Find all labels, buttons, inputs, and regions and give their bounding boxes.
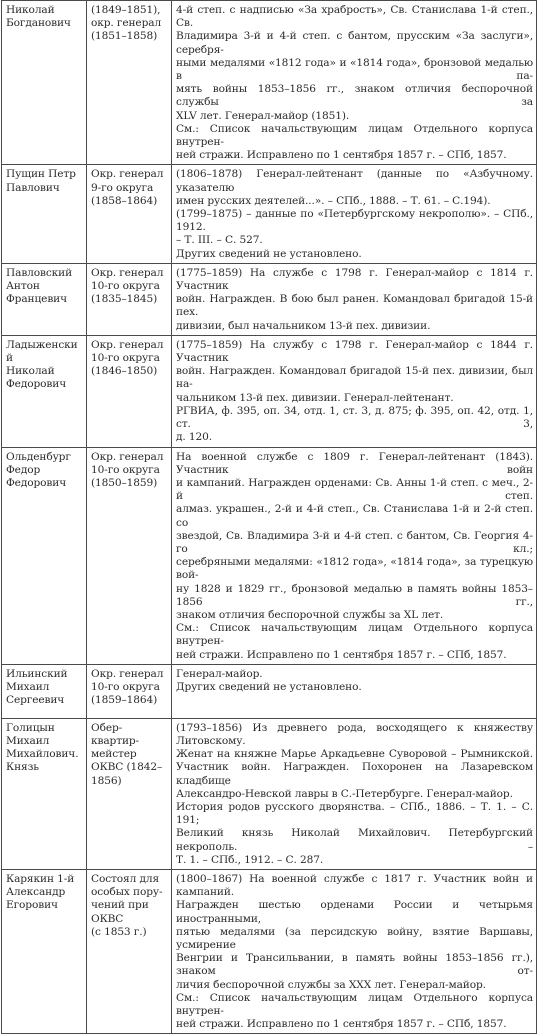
person-name-line: Николай (6, 4, 55, 16)
biography-line: Участник войн. Награжден. Похоронен на Лазаревском кладбище (176, 761, 533, 787)
person-name-line: Антон (6, 280, 40, 293)
service-period-line: Окр. генерал (91, 338, 164, 351)
service-period-line: Состоял для (91, 872, 160, 885)
service-period-line: 10-го округа (91, 352, 160, 365)
service-period-line: особых пору- (91, 886, 163, 899)
table-row (2, 664, 537, 718)
service-period-line: Окр. генерал (91, 667, 164, 680)
records-table-body (2, 1, 537, 1034)
biography-line: ней стражи. Исправлено по 1 сентября 1857 г. – СПб, 1857. (176, 149, 507, 162)
table-row (2, 165, 537, 263)
biography-line: серебряными медалями: «1812 года», «1814 года», за турецкую вой- (176, 556, 533, 582)
biography-line: – Т. III. – С. 527. (176, 234, 263, 247)
person-name-line: Карякин 1-й (6, 872, 75, 885)
biography-line: звездой, Св. Владимира 3-й и 4-й степ. с бантом, Св. Георгия 4-го кл.; (176, 529, 533, 555)
service-period-line: (1859–1864) (91, 694, 158, 707)
table-row (2, 1, 537, 165)
service-period-line: 10-го округа (91, 280, 160, 293)
service-period-cell (87, 447, 172, 664)
biography-line: Других сведений не установлено. (176, 680, 362, 693)
biography-line: Т. 1. – СПб., 1912. – С. 287. (176, 853, 324, 866)
biography-cell (172, 1, 537, 165)
table-row (2, 335, 537, 447)
biography-cell (172, 335, 537, 447)
person-name-line: Ольденбург (6, 450, 71, 463)
table-row (2, 718, 537, 869)
person-name-line: Ладыженский (6, 338, 78, 365)
service-period-line: мейстер (91, 748, 137, 761)
biography-line: чальником 13-й пех. дивизии. Генерал-лейтенант. (176, 391, 454, 404)
service-period-line: Обер-квартир- (91, 721, 140, 747)
table-row (2, 447, 537, 664)
service-period-cell (87, 263, 172, 335)
person-name-line: Федорович (6, 476, 67, 489)
biography-line: (1793–1856) Из древнего рода, восходящего к княжеству Литовскому. (176, 721, 533, 747)
service-period-line: Окр. генерал (91, 168, 164, 181)
biography-line: См.: Список начальствующим лицам Отдельного корпуса внутрен- (176, 991, 533, 1018)
biography-line: ну 1828 и 1829 гг., бронзовой медалью в память войны 1853–1856 гг., (176, 582, 533, 608)
biography-cell (172, 263, 537, 335)
biography-line: На военной службе с 1809 г. Генерал-лейтенант (1843). Участник войн (176, 450, 533, 476)
person-name-cell (2, 447, 87, 664)
person-name-cell (2, 869, 87, 1033)
biography-cell (172, 447, 537, 664)
person-name-line: Францевич (6, 293, 67, 306)
service-period-line: ОКВС (91, 912, 124, 925)
biography-line: ными медалями «1812 года» и «1814 года», бронзовой медалью в па- (176, 56, 533, 83)
biography-line: мять войны 1853–1856 гг., знаком отличия беспорочной службы за (176, 83, 533, 109)
biography-line: и кампаний. Награжден орденами: Св. Анны 1-й степ. с меч., 2-й степ. (176, 476, 533, 503)
service-period-cell (87, 1, 172, 165)
person-name-cell (2, 165, 87, 263)
biography-cell (172, 718, 537, 869)
person-name-line: Ильинский (6, 667, 68, 680)
biography-line: пятью медалями (за персидскую войну, взятие Варшавы, усмирение (176, 925, 533, 951)
service-period-cell (87, 335, 172, 447)
person-name-line: Федор (6, 463, 41, 476)
person-name-line: Николай (6, 365, 55, 378)
person-name-line: Павловский (6, 266, 73, 279)
biography-line: РГВИА, ф. 395, оп. 34, отд. 1, ст. 3, д. 875; ф. 395, оп. 42, отд. 1, ст. 3, (176, 404, 533, 431)
biography-line: дивизии, был начальником 13-й пех. дивизии. (176, 319, 431, 332)
service-period-line: 9-го округа (91, 181, 154, 194)
person-name-cell (2, 263, 87, 335)
biography-line: Владимира 3-й и 4-й степ. с бантом, прусским «За заслуги», серебря- (176, 30, 533, 56)
biography-line: (1800–1867) На военной службе с 1817 г. Участник войн и кампаний. (176, 872, 533, 899)
biography-cell (172, 664, 537, 718)
person-name-line: Михайлович. (6, 748, 79, 761)
service-period-line: (1835–1845) (91, 293, 158, 306)
person-name-line: Пущин Петр (6, 168, 76, 181)
service-period-line: (1850–1859) (91, 476, 158, 489)
biography-line: (1775–1859) На службе с 1798 г. Генерал-майор с 1814 г. Участник (176, 266, 533, 293)
biography-line: Награжден шестью орденами России и четырьмя иностранными, (176, 899, 533, 925)
service-period-cell (87, 165, 172, 263)
biography-line: ней стражи. Исправлено по 1 сентября 1857 г. – СПб, 1857. (176, 648, 507, 661)
biography-line: См.: Список начальствующим лицам Отдельного корпуса внутрен- (176, 122, 533, 149)
service-period-line: (1846–1850) (91, 365, 158, 378)
service-period-line: 10-го округа (91, 463, 160, 476)
biography-cell (172, 869, 537, 1033)
records-table (1, 0, 537, 1034)
person-name-cell (2, 664, 87, 718)
biography-line: 4-й степ. с надписью «За храбрость», Св. Станислава 1-й степ., Св. (176, 4, 533, 30)
service-period-line: чений при (91, 899, 149, 912)
service-period-line: (1849–1851), (91, 4, 161, 16)
biography-line: XLV лет. Генерал-майор (1851). (176, 109, 350, 122)
service-period-line: (1858–1864) (91, 194, 158, 207)
person-name-line: Голицын (6, 721, 55, 734)
biography-line: Александро-Невской лавры в С.-Петербурге. Генерал-майор. (176, 787, 513, 800)
service-period-line: ОКВС (1842– (91, 761, 163, 774)
person-name-line: Александр (6, 886, 66, 899)
person-name-line: Федорович (6, 378, 67, 391)
person-name-line: Михаил (6, 680, 50, 693)
service-period-line: Окр. генерал (91, 450, 164, 463)
biography-line: алмаз. украшен., 2-й и 4-й степ., Св. Станислава 1-й и 2-й степ. со (176, 503, 533, 529)
person-name-line: Богданович (6, 17, 71, 30)
biography-line: ней стражи. Исправлено по 1 сентября 1857 г. – СПб, 1857. (176, 1018, 507, 1031)
service-period-line: Окр. генерал (91, 266, 164, 279)
table-row (2, 869, 537, 1033)
service-period-cell (87, 869, 172, 1033)
biography-line: Генерал-майор. (176, 667, 263, 680)
biography-line: (1775–1859) На службу с 1798 г. Генерал-майор с 1844 г. Участник (176, 338, 533, 365)
service-period-line: окр. генерал (91, 17, 162, 30)
biography-line: войн. Награжден. В бою был ранен. Командовал бригадой 15-й пех. (176, 293, 533, 319)
biography-line: имен русских деятелей...». – СПб., 1888. – Т. 61. – С.194). (176, 194, 491, 207)
service-period-line: 1856) (91, 774, 122, 787)
biography-line: Женат на княжне Марье Аркадьевне Суворовой – Рымникской. (176, 748, 533, 761)
biography-line: (1799–1875) – данные по «Петербургскому некрополю». – СПб., 1912. (176, 208, 533, 234)
person-name-line: Павлович (6, 181, 60, 194)
biography-line: личия беспорочной службы за XXX лет. Генерал-майор. (176, 978, 486, 991)
service-period-cell (87, 718, 172, 869)
service-period-line: (1851–1858) (91, 30, 158, 43)
person-name-cell (2, 718, 87, 869)
biography-cell (172, 165, 537, 263)
biography-line: войн. Награжден. Командовал бригадой 15-й пех. дивизии, был на- (176, 365, 533, 391)
person-name-line: Князь (6, 761, 39, 774)
service-period-cell (87, 664, 172, 718)
biography-line: д. 120. (176, 431, 213, 444)
biography-line: Других сведений не установлено. (176, 247, 362, 260)
service-period-line: (с 1853 г.) (91, 925, 147, 938)
person-name-line: Егорович (6, 899, 58, 912)
person-name-line: Сергеевич (6, 694, 65, 707)
biography-line: См.: Список начальствующим лицам Отдельного корпуса внутрен- (176, 622, 533, 648)
biography-line: Венгрии и Трансильвании, в память войны 1853–1856 гг.), знаком от- (176, 952, 533, 978)
person-name-cell (2, 335, 87, 447)
biography-line: знаком отличия беспорочной службы за XL лет. (176, 608, 444, 621)
biography-line: Великий князь Николай Михайлович. Петербургский некрополь. – (176, 827, 533, 853)
table-row (2, 263, 537, 335)
person-name-cell (2, 1, 87, 165)
person-name-line: Михаил (6, 734, 50, 747)
biography-line: История родов русского дворянства. – СПб., 1886. – Т. 1. – С. 191; (176, 800, 533, 827)
biography-line: (1806–1878) Генерал-лейтенант (данные по «Азбучному. указателю (176, 168, 533, 194)
service-period-line: 10-го округа (91, 680, 160, 693)
